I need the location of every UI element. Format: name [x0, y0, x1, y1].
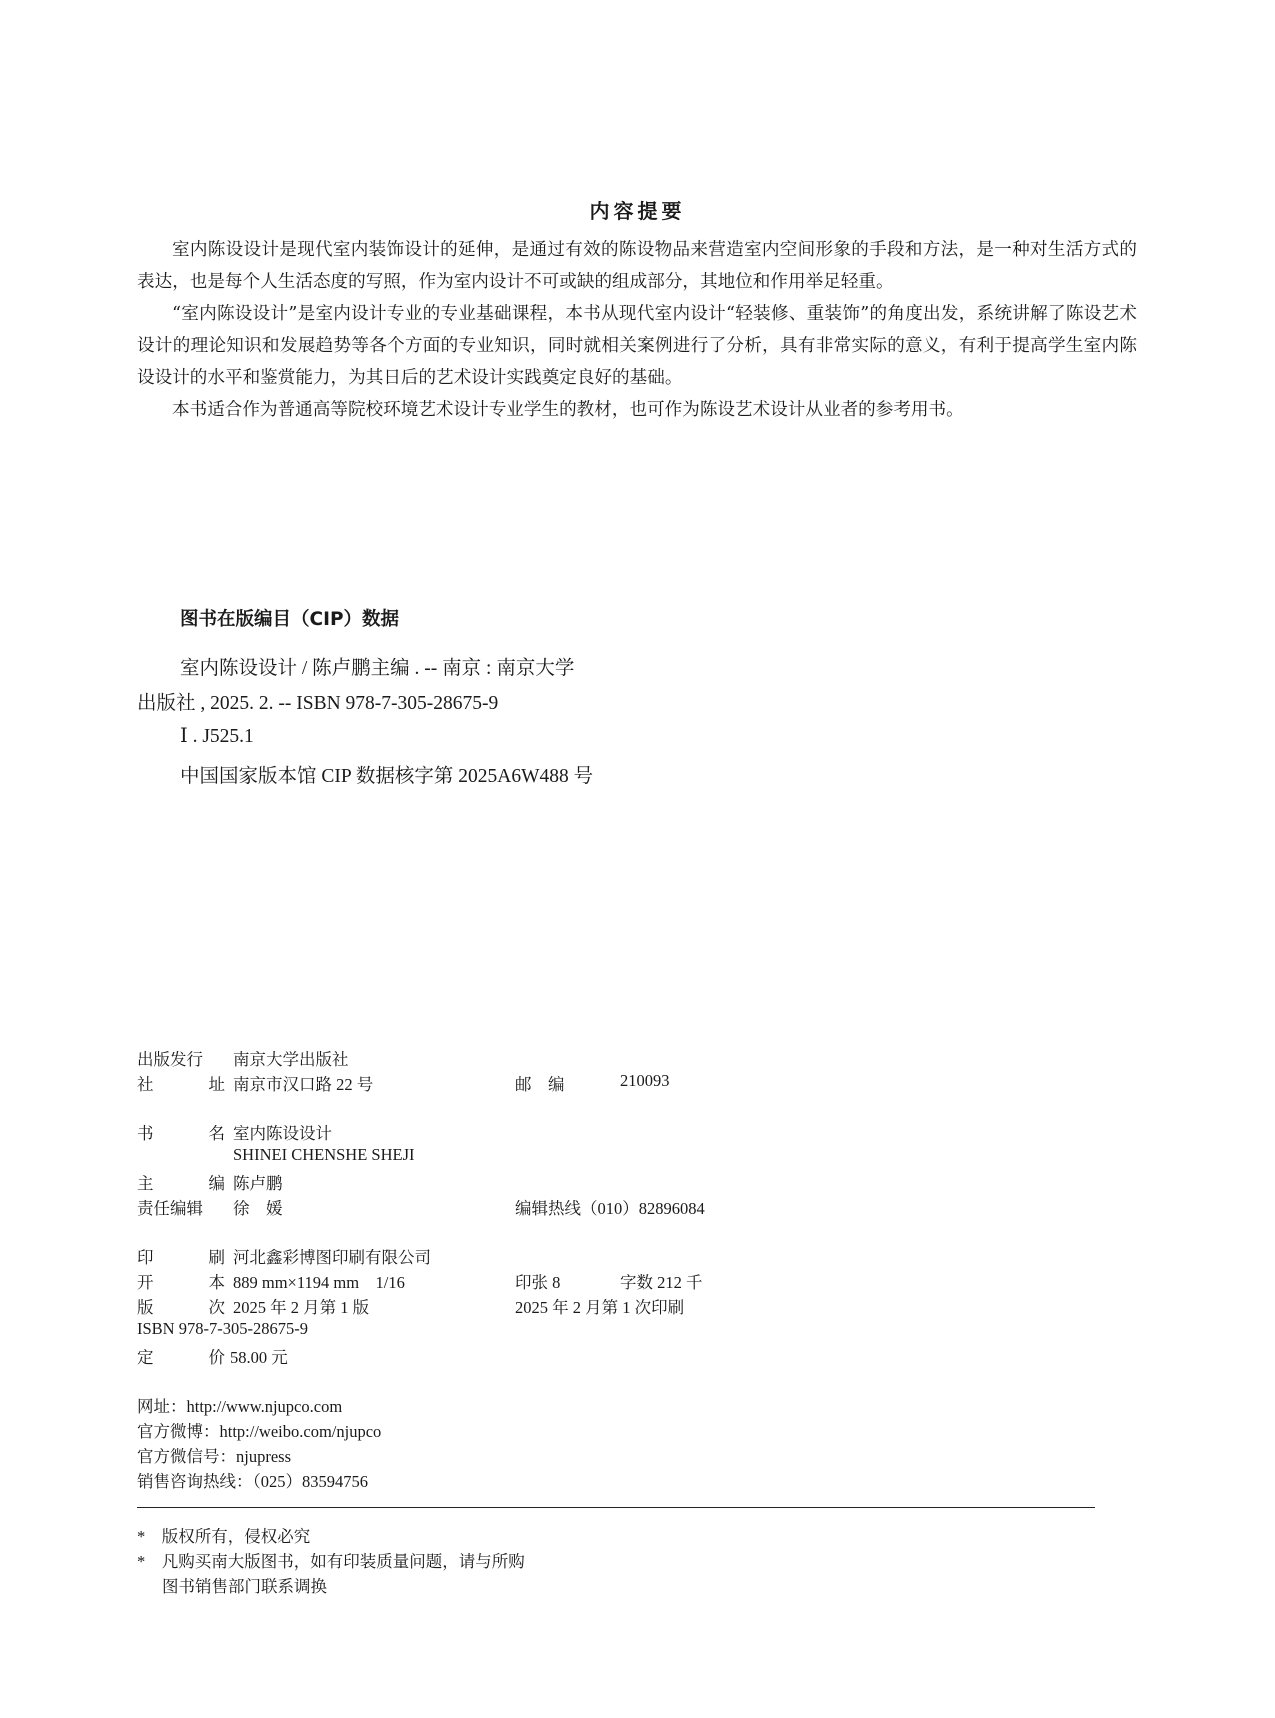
printer-label: 印 刷 — [137, 1248, 225, 1267]
printing: 2025 年 2 月第 1 次印刷 — [515, 1298, 685, 1317]
summary-paragraph-3: 本书适合作为普通高等院校环境艺术设计专业学生的教材，也可作为陈设艺术设计从业者的参考用书。 — [172, 400, 964, 420]
publisher-label: 出版发行 — [137, 1050, 203, 1069]
cip-line-3: Ⅰ . J525.1 — [180, 726, 254, 747]
address-label: 社 址 — [137, 1075, 225, 1094]
resp-editor: 徐 媛 — [233, 1199, 283, 1218]
note-copyright: * 版权所有，侵权必究 — [137, 1527, 311, 1546]
sales-hotline: 销售咨询热线：（025）83594756 — [137, 1472, 368, 1491]
format-label: 开 本 — [137, 1273, 225, 1292]
summary-body — [137, 234, 1137, 426]
wechat: 官方微信号：njupress — [137, 1447, 291, 1466]
summary-paragraph-1: 室内陈设设计是现代室内装饰设计的延伸，是通过有效的陈设物品来营造室内空间形象的手段和方法，是一种对生活方式的表达，也是每个人生活态度的写照，作为室内设计不可或缺的组成部分，其地位和作用举足轻重。 — [137, 240, 1137, 292]
publisher: 南京大学出版社 — [233, 1050, 349, 1069]
website: 网址：http://www.njupco.com — [137, 1397, 343, 1416]
postcode-label: 邮 编 — [515, 1075, 565, 1094]
summary-title: 内容提要 — [589, 199, 686, 223]
sheets: 印张 8 — [515, 1273, 561, 1292]
price-label: 定 价 — [137, 1348, 225, 1367]
address: 南京市汉口路 22 号 — [233, 1075, 374, 1094]
editor-label: 主 编 — [137, 1174, 225, 1193]
resp-editor-label: 责任编辑 — [137, 1199, 203, 1218]
format: 889 mm×1194 mm 1/16 — [233, 1273, 405, 1292]
postcode: 210093 — [620, 1071, 670, 1090]
price: 58.00 元 — [230, 1348, 288, 1367]
cip-title: 图书在版编目（CIP）数据 — [180, 609, 400, 630]
cip-line-1: 室内陈设设计 / 陈卢鹏主编 . -- 南京 : 南京大学 — [180, 658, 575, 679]
note-quality: * 凡购买南大版图书，如有印装质量问题，请与所购 — [137, 1552, 525, 1571]
note-quality-cont: 图书销售部门联系调换 — [162, 1577, 327, 1596]
bookname: 室内陈设设计 — [233, 1124, 332, 1143]
bookname-pinyin: SHINEI CHENSHE SHEJI — [233, 1145, 415, 1164]
edition: 2025 年 2 月第 1 版 — [233, 1298, 370, 1317]
edition-label: 版 次 — [137, 1298, 225, 1317]
summary-paragraph-2: “室内陈设设计”是室内设计专业的专业基础课程，本书从现代室内设计“轻装修、重装饰”的角度出发，系统讲解了陈设艺术设计的理论知识和发展趋势等各个方面的专业知识，同时就相关案例进行了分析，具有非常实际的意义，有利于提高学生室内陈设设计的水平和鉴赏能力，为其日后的艺术设计实践奠定良好的基础。 — [137, 304, 1137, 388]
cip-line-4: 中国国家版本馆 CIP 数据核字第 2025A6W488 号 — [180, 766, 594, 787]
editor-hotline: 编辑热线（010）82896084 — [515, 1199, 705, 1218]
weibo: 官方微博：http://weibo.com/njupco — [137, 1422, 382, 1441]
editor: 陈卢鹏 — [233, 1174, 283, 1193]
divider-line — [137, 1507, 1095, 1508]
word-count: 字数 212 千 — [620, 1273, 703, 1292]
isbn: ISBN 978-7-305-28675-9 — [137, 1319, 308, 1338]
bookname-label: 书 名 — [137, 1124, 225, 1143]
cip-line-2: 出版社 , 2025. 2. -- ISBN 978-7-305-28675-9 — [137, 693, 499, 714]
printer: 河北鑫彩博图印刷有限公司 — [233, 1248, 431, 1267]
